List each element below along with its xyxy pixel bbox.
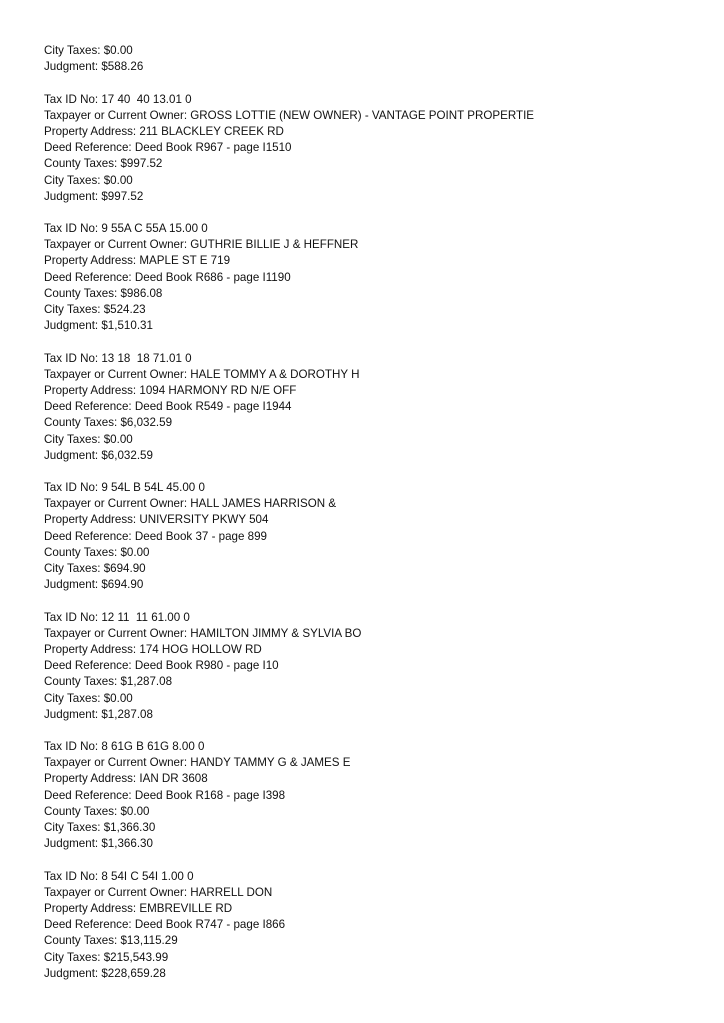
deed-reference-line: Deed Reference: Deed Book R686 - page I1190 (44, 270, 291, 284)
tax-id-line: Tax ID No: 8 54I C 54I 1.00 0 (44, 869, 194, 883)
tax-record (44, 221, 704, 334)
tax-id-line: Tax ID No: 13 18 18 71.01 0 (44, 351, 192, 365)
owner-line: Taxpayer or Current Owner: HARRELL DON (44, 885, 273, 899)
property-address-line: Property Address: EMBREVILLE RD (44, 901, 233, 915)
city-taxes-line: City Taxes: $0.00 (44, 432, 133, 446)
tax-record (44, 351, 704, 464)
county-taxes-line: County Taxes: $13,115.29 (44, 934, 178, 948)
judgment-line: Judgment: $228,659.28 (44, 966, 166, 980)
judgment-line: Judgment: $694.90 (44, 578, 144, 592)
city-taxes-line: City Taxes: $524.23 (44, 303, 146, 316)
tax-id-line: Tax ID No: 9 54L B 54L 45.00 0 (44, 481, 205, 495)
owner-line: Taxpayer or Current Owner: HANDY TAMMY G & JAMES E (44, 756, 351, 770)
owner-line: Taxpayer or Current Owner: HAMILTON JIMMY & SYLVIA BO (44, 626, 362, 640)
tax-record (44, 480, 704, 593)
deed-reference-line: Deed Reference: Deed Book R168 - page I398 (44, 788, 286, 802)
county-taxes-line: County Taxes: $0.00 (44, 804, 150, 818)
city-taxes-line: City Taxes: $0.00 (44, 173, 133, 187)
city-taxes-line: City Taxes: $694.90 (44, 562, 146, 575)
city-taxes-line: City Taxes: $1,366.30 (44, 821, 156, 834)
tax-record (44, 869, 704, 982)
tax-record (44, 739, 704, 852)
owner-line: Taxpayer or Current Owner: HALE TOMMY A & DOROTHY H (44, 367, 360, 381)
property-address-line: Property Address: 211 BLACKLEY CREEK RD (44, 124, 284, 138)
city-taxes-line: City Taxes: $215,543.99 (44, 950, 169, 964)
judgment-line: Judgment: $588.26 (44, 60, 144, 74)
tax-record (44, 92, 704, 205)
county-taxes-line: County Taxes: $0.00 (44, 545, 150, 559)
property-address-line: Property Address: UNIVERSITY PKWY 504 (44, 513, 269, 527)
deed-reference-line: Deed Reference: Deed Book R549 - page I1944 (44, 400, 292, 414)
deed-reference-line: Deed Reference: Deed Book R967 - page I1510 (44, 141, 292, 155)
continued-record (44, 43, 704, 75)
document-page (44, 43, 704, 982)
judgment-line: Judgment: $1,366.30 (44, 837, 153, 851)
judgment-line: Judgment: $1,510.31 (44, 319, 153, 333)
judgment-line: Judgment: $6,032.59 (44, 448, 153, 462)
property-address-line: Property Address: MAPLE ST E 719 (44, 254, 231, 268)
county-taxes-line: County Taxes: $1,287.08 (44, 675, 173, 689)
tax-record (44, 610, 704, 723)
owner-line: Taxpayer or Current Owner: GUTHRIE BILLIE J & HEFFNER (44, 238, 359, 252)
property-address-line: Property Address: 1094 HARMONY RD N/E OFF (44, 383, 297, 397)
deed-reference-line: Deed Reference: Deed Book R980 - page I10 (44, 659, 279, 673)
judgment-line: Judgment: $997.52 (44, 189, 144, 203)
tax-id-line: Tax ID No: 12 11 11 61.00 0 (44, 610, 190, 624)
deed-reference-line: Deed Reference: Deed Book 37 - page 899 (44, 529, 268, 543)
city-taxes-line: City Taxes: $0.00 (44, 691, 133, 705)
deed-reference-line: Deed Reference: Deed Book R747 - page I866 (44, 918, 286, 932)
property-address-line: Property Address: IAN DR 3608 (44, 772, 208, 786)
tax-id-line: Tax ID No: 9 55A C 55A 15.00 0 (44, 222, 208, 236)
county-taxes-line: County Taxes: $6,032.59 (44, 416, 173, 430)
city-taxes-line: City Taxes: $0.00 (44, 44, 133, 57)
owner-line: Taxpayer or Current Owner: GROSS LOTTIE (NEW OWNER) - VANTAGE POINT PROPERTIE (44, 108, 535, 122)
county-taxes-line: County Taxes: $986.08 (44, 286, 163, 300)
owner-line: Taxpayer or Current Owner: HALL JAMES HARRISON & (44, 497, 337, 511)
judgment-line: Judgment: $1,287.08 (44, 707, 153, 721)
property-address-line: Property Address: 174 HOG HOLLOW RD (44, 642, 262, 656)
tax-id-line: Tax ID No: 8 61G B 61G 8.00 0 (44, 740, 205, 754)
tax-id-line: Tax ID No: 17 40 40 13.01 0 (44, 92, 192, 106)
county-taxes-line: County Taxes: $997.52 (44, 157, 163, 171)
